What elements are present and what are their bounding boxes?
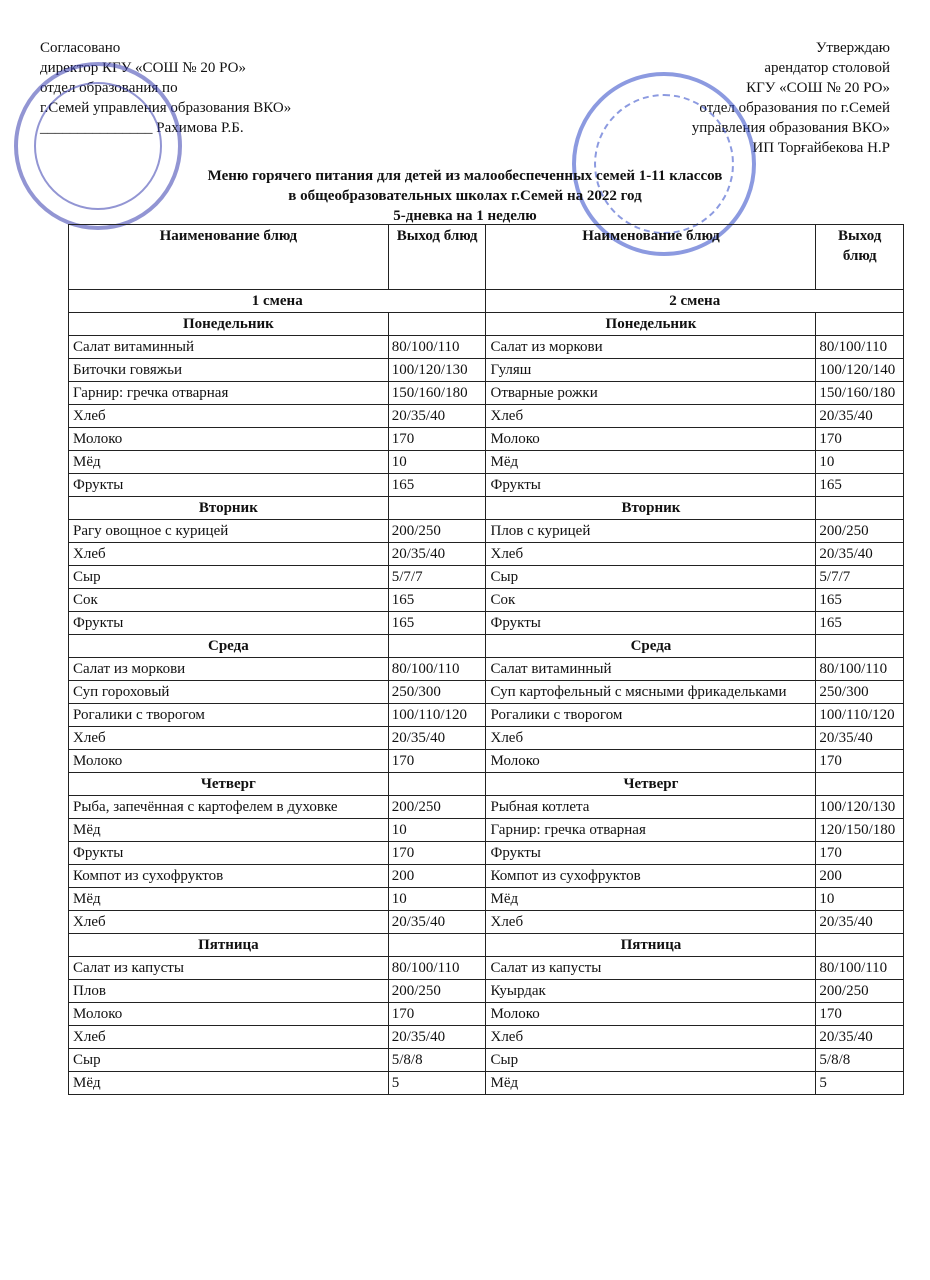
column-header-yield: Выход блюд: [816, 225, 904, 290]
dish-name: Салат витаминный: [69, 336, 389, 359]
dish-yield: 20/35/40: [816, 405, 904, 428]
table-row: [69, 796, 904, 819]
table-row: [69, 888, 904, 911]
day-spacer: [388, 773, 486, 796]
table-row: [69, 842, 904, 865]
day-spacer: [388, 635, 486, 658]
dish-name: Куырдак: [486, 980, 816, 1003]
dish-yield: 170: [816, 1003, 904, 1026]
day-spacer: [388, 934, 486, 957]
day-label: Вторник: [486, 497, 816, 520]
dish-name: Хлеб: [486, 911, 816, 934]
dish-yield: 20/35/40: [388, 1026, 486, 1049]
dish-yield: 80/100/110: [816, 957, 904, 980]
day-row: [69, 773, 904, 796]
day-row: [69, 635, 904, 658]
dish-yield: 200: [388, 865, 486, 888]
shift-label: 1 смена: [69, 290, 486, 313]
dish-yield: 10: [388, 451, 486, 474]
dish-name: Молоко: [486, 1003, 816, 1026]
dish-yield: 165: [816, 612, 904, 635]
day-spacer: [816, 773, 904, 796]
dish-name: Фрукты: [69, 842, 389, 865]
dish-yield: 170: [816, 842, 904, 865]
table-row: [69, 819, 904, 842]
day-label: Среда: [486, 635, 816, 658]
dish-yield: 200/250: [388, 520, 486, 543]
dish-yield: 80/100/110: [388, 957, 486, 980]
dish-name: Мёд: [69, 819, 389, 842]
table-row: [69, 1026, 904, 1049]
dish-yield: 10: [388, 819, 486, 842]
table-row: [69, 727, 904, 750]
day-spacer: [388, 313, 486, 336]
dish-name: Рыбная котлета: [486, 796, 816, 819]
dish-yield: 200: [816, 865, 904, 888]
dish-yield: 200/250: [816, 980, 904, 1003]
dish-yield: 80/100/110: [388, 336, 486, 359]
table-row: [69, 1003, 904, 1026]
dish-name: Плов с курицей: [486, 520, 816, 543]
day-spacer: [816, 934, 904, 957]
dish-name: Рогалики с творогом: [69, 704, 389, 727]
dish-name: Салат из моркови: [69, 658, 389, 681]
table-row: [69, 543, 904, 566]
table-row: [69, 1072, 904, 1095]
dish-name: Хлеб: [486, 727, 816, 750]
dish-yield: 100/120/130: [816, 796, 904, 819]
dish-name: Мёд: [69, 1072, 389, 1095]
column-header-dish: Наименование блюд: [486, 225, 816, 290]
dish-name: Молоко: [69, 1003, 389, 1026]
dish-yield: 5/8/8: [388, 1049, 486, 1072]
title-line: в общеобразовательных школах г.Семей на 2022 год: [288, 188, 642, 204]
table-row: [69, 865, 904, 888]
dish-yield: 100/120/130: [388, 359, 486, 382]
dish-name: Сыр: [69, 1049, 389, 1072]
dish-name: Мёд: [69, 451, 389, 474]
table-row: [69, 658, 904, 681]
dish-name: Хлеб: [69, 1026, 389, 1049]
dish-name: Мёд: [486, 1072, 816, 1095]
dish-yield: 20/35/40: [816, 543, 904, 566]
dish-name: Хлеб: [69, 543, 389, 566]
dish-name: Сыр: [486, 566, 816, 589]
column-header-dish: Наименование блюд: [69, 225, 389, 290]
dish-yield: 20/35/40: [388, 405, 486, 428]
day-row: [69, 313, 904, 336]
dish-yield: 250/300: [388, 681, 486, 704]
day-row: [69, 934, 904, 957]
dish-yield: 20/35/40: [816, 911, 904, 934]
dish-name: Рыба, запечённая с картофелем в духовке: [69, 796, 389, 819]
dish-yield: 10: [816, 451, 904, 474]
approval-block-left: [40, 38, 291, 138]
day-label: Понедельник: [69, 313, 389, 336]
dish-name: Сок: [486, 589, 816, 612]
dish-name: Отварные рожки: [486, 382, 816, 405]
dish-yield: 170: [388, 842, 486, 865]
dish-yield: 5/7/7: [816, 566, 904, 589]
dish-name: Суп гороховый: [69, 681, 389, 704]
dish-yield: 20/35/40: [388, 543, 486, 566]
dish-yield: 5/7/7: [388, 566, 486, 589]
dish-name: Хлеб: [69, 727, 389, 750]
day-label: Пятница: [486, 934, 816, 957]
dish-name: Салат из моркови: [486, 336, 816, 359]
dish-yield: 200/250: [816, 520, 904, 543]
dish-yield: 100/110/120: [816, 704, 904, 727]
dish-yield: 150/160/180: [388, 382, 486, 405]
dish-yield: 170: [388, 1003, 486, 1026]
dish-name: Мёд: [486, 451, 816, 474]
shift-label: 2 смена: [486, 290, 904, 313]
dish-yield: 5: [816, 1072, 904, 1095]
approval-line: директор КГУ «СОШ № 20 РО»: [40, 60, 246, 76]
dish-name: Хлеб: [69, 911, 389, 934]
day-label: Пятница: [69, 934, 389, 957]
dish-yield: 5/8/8: [816, 1049, 904, 1072]
day-label: Четверг: [69, 773, 389, 796]
dish-name: Фрукты: [486, 842, 816, 865]
dish-name: Компот из сухофруктов: [69, 865, 389, 888]
dish-yield: 80/100/110: [816, 658, 904, 681]
dish-name: Рагу овощное с курицей: [69, 520, 389, 543]
day-label: Четверг: [486, 773, 816, 796]
dish-yield: 100/110/120: [388, 704, 486, 727]
day-spacer: [388, 497, 486, 520]
menu-table: [68, 224, 904, 1095]
dish-yield: 170: [388, 428, 486, 451]
dish-name: Сок: [69, 589, 389, 612]
table-row: [69, 474, 904, 497]
approval-line: отдел образования по: [40, 80, 178, 96]
day-row: [69, 497, 904, 520]
dish-yield: 165: [388, 589, 486, 612]
dish-name: Хлеб: [69, 405, 389, 428]
table-row: [69, 911, 904, 934]
day-spacer: [816, 497, 904, 520]
approval-line: Утверждаю: [815, 40, 890, 56]
table-row: [69, 359, 904, 382]
dish-name: Фрукты: [69, 612, 389, 635]
dish-yield: 165: [388, 474, 486, 497]
table-row: [69, 750, 904, 773]
approval-block-right: [692, 38, 890, 158]
approval-line: г.Семей управления образования ВКО»: [40, 100, 292, 116]
dish-yield: 170: [816, 750, 904, 773]
day-label: Понедельник: [486, 313, 816, 336]
dish-yield: 165: [816, 474, 904, 497]
dish-name: Компот из сухофруктов: [486, 865, 816, 888]
dish-yield: 20/35/40: [388, 911, 486, 934]
day-label: Среда: [69, 635, 389, 658]
dish-name: Суп картофельный с мясными фрикадельками: [486, 681, 816, 704]
approval-line: управления образования ВКО»: [691, 120, 890, 136]
dish-name: Фрукты: [486, 474, 816, 497]
dish-yield: 170: [388, 750, 486, 773]
dish-yield: 165: [388, 612, 486, 635]
dish-yield: 10: [816, 888, 904, 911]
table-row: [69, 704, 904, 727]
table-row: [69, 336, 904, 359]
dish-name: Мёд: [486, 888, 816, 911]
table-row: [69, 382, 904, 405]
dish-name: Молоко: [69, 428, 389, 451]
title-line: 5-дневка на 1 неделю: [393, 208, 537, 224]
day-spacer: [816, 313, 904, 336]
dish-yield: 200/250: [388, 980, 486, 1003]
table-row: [69, 520, 904, 543]
approval-line: отдел образования по г.Семей: [699, 100, 890, 116]
dish-name: Молоко: [486, 750, 816, 773]
dish-name: Гуляш: [486, 359, 816, 382]
dish-name: Фрукты: [486, 612, 816, 635]
dish-name: Молоко: [69, 750, 389, 773]
day-label: Вторник: [69, 497, 389, 520]
dish-name: Сыр: [486, 1049, 816, 1072]
dish-name: Молоко: [486, 428, 816, 451]
dish-name: Сыр: [69, 566, 389, 589]
dish-yield: 20/35/40: [816, 727, 904, 750]
dish-yield: 250/300: [816, 681, 904, 704]
dish-yield: 120/150/180: [816, 819, 904, 842]
dish-yield: 5: [388, 1072, 486, 1095]
table-row: [69, 612, 904, 635]
menu-table-body: [69, 290, 904, 1095]
title-line: Меню горячего питания для детей из малообеспеченных семей 1-11 классов: [207, 168, 723, 184]
shift-row: [69, 290, 904, 313]
dish-yield: 200/250: [388, 796, 486, 819]
dish-name: Гарнир: гречка отварная: [69, 382, 389, 405]
dish-yield: 150/160/180: [816, 382, 904, 405]
dish-name: Биточки говяжьи: [69, 359, 389, 382]
table-row: [69, 428, 904, 451]
table-row: [69, 405, 904, 428]
table-header-row: [69, 225, 904, 290]
approval-line: Согласовано: [40, 40, 121, 56]
approval-line: арендатор столовой: [764, 60, 890, 76]
dish-yield: 20/35/40: [816, 1026, 904, 1049]
table-row: [69, 451, 904, 474]
table-row: [69, 566, 904, 589]
dish-name: Мёд: [69, 888, 389, 911]
dish-name: Салат из капусты: [69, 957, 389, 980]
approval-line: КГУ «СОШ № 20 РО»: [746, 80, 890, 96]
dish-name: Хлеб: [486, 543, 816, 566]
dish-name: Хлеб: [486, 405, 816, 428]
column-header-yield: Выход блюд: [388, 225, 486, 290]
dish-name: Гарнир: гречка отварная: [486, 819, 816, 842]
table-row: [69, 681, 904, 704]
day-spacer: [816, 635, 904, 658]
dish-name: Салат витаминный: [486, 658, 816, 681]
table-row: [69, 980, 904, 1003]
approval-line: _______________ Рахимова Р.Б.: [40, 120, 244, 136]
dish-name: Хлеб: [486, 1026, 816, 1049]
table-row: [69, 1049, 904, 1072]
table-row: [69, 589, 904, 612]
dish-yield: 20/35/40: [388, 727, 486, 750]
table-row: [69, 957, 904, 980]
dish-yield: 170: [816, 428, 904, 451]
dish-yield: 100/120/140: [816, 359, 904, 382]
approval-line: ИП Торғайбекова Н.Р: [752, 140, 890, 156]
dish-name: Фрукты: [69, 474, 389, 497]
dish-yield: 10: [388, 888, 486, 911]
dish-yield: 80/100/110: [816, 336, 904, 359]
dish-yield: 80/100/110: [388, 658, 486, 681]
dish-name: Плов: [69, 980, 389, 1003]
dish-name: Рогалики с творогом: [486, 704, 816, 727]
dish-name: Салат из капусты: [486, 957, 816, 980]
menu-title: [0, 166, 930, 226]
dish-yield: 165: [816, 589, 904, 612]
